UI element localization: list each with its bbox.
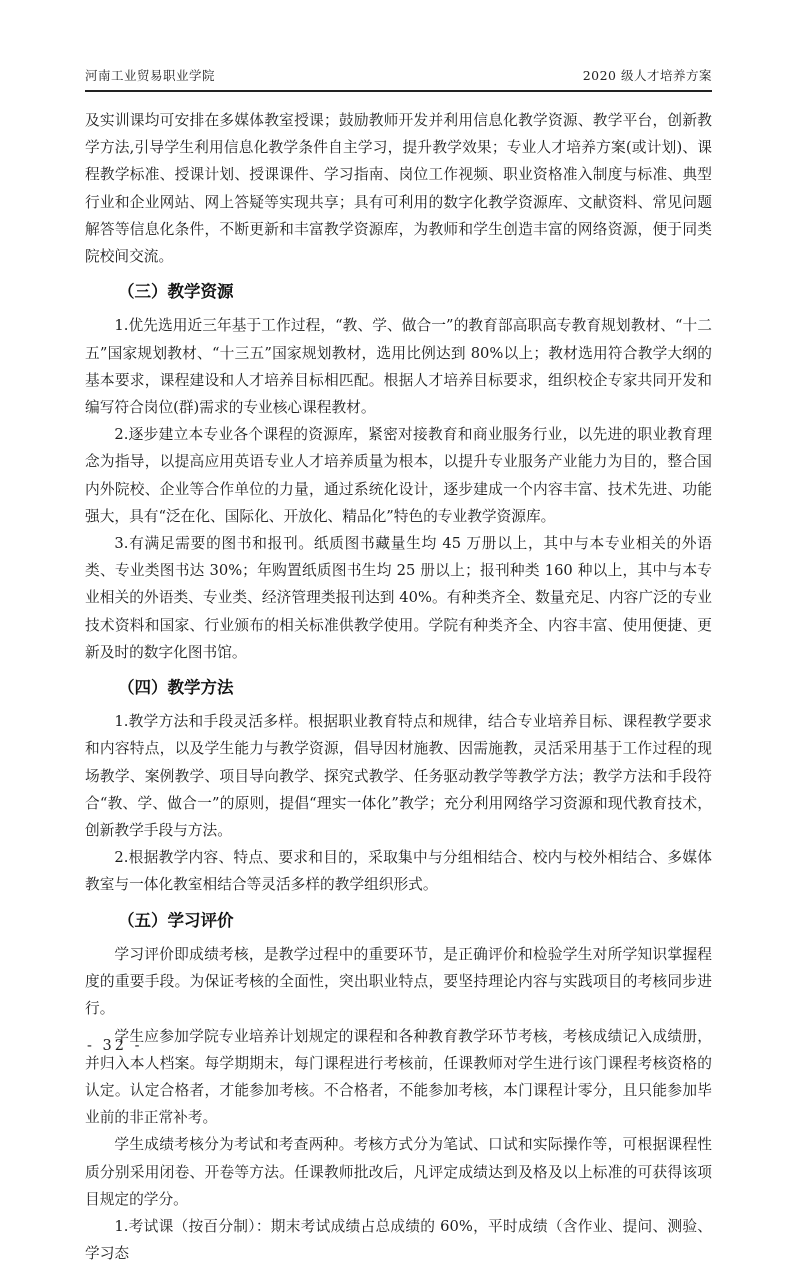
section-heading-learning-evaluation: （五）学习评价 [118, 910, 234, 930]
section-heading-teaching-resources: （三）教学资源 [118, 282, 234, 302]
body-paragraph: 1.教学方法和手段灵活多样。根据职业教育特点和规律，结合专业培养目标、课程教学要求和内容特点，以及学生能力与教学资源，倡导因材施教、因需施教，灵活采用基于工作过程的现场教学、案例教学、项目导向教学、探究式教学、任务驱动教学等教学方法；教学方法和手段符合“教、学、做合一”的原则，提倡“理实一体化”教学；充分利用网络学习资源和现代教育技术，创新教学手段与方法。 [85, 713, 712, 840]
body-paragraph: 学生应参加学院专业培养计划规定的课程和各种教育教学环节考核，考核成绩记入成绩册，并归入本人档案。每学期期末，每门课程进行考核前，任课教师对学生进行该门课程考核资格的认定。认定合格者，才能参加考核。不合格者，不能参加考核，本门课程计零分，且只能参加毕业前的非正常补考。 [85, 1027, 712, 1127]
running-header [85, 66, 712, 92]
page-number: - 32 - [87, 1038, 143, 1054]
header-school-name: 河南工业贸易职业学院 [85, 68, 216, 83]
document-body [85, 107, 712, 1267]
section-heading-teaching-methods: （四）教学方法 [118, 678, 234, 698]
body-paragraph: 1.考试课（按百分制）：期末考试成绩占总成绩的 60%，平时成绩（含作业、提问、测验、学习态 [85, 1217, 712, 1263]
page-content [85, 66, 712, 1267]
header-plan-title: 2020 级人才培养方案 [582, 68, 712, 83]
body-paragraph: 2.逐步建立本专业各个课程的资源库，紧密对接教育和商业服务行业，以先进的职业教育理念为指导，以提高应用英语专业人才培养质量为根本，以提升专业服务产业能力为目的，整合国内外院校、企业等合作单位的力量，通过系统化设计，逐步建成一个内容丰富、技术先进、功能强大，具有“泛在化、国际化、开放化、精品化”特色的专业教学资源库。 [85, 426, 712, 525]
body-paragraph: 及实训课均可安排在多媒体教室授课；鼓励教师开发并利用信息化教学资源、教学平台，创新教学方法,引导学生利用信息化教学条件自主学习，提升教学效果；专业人才培养方案(或计划)、课程教学标准、授课计划、授课课件、学习指南、岗位工作视频、职业资格准入制度与标准、典型行业和企业网站、网上答疑等实现共享；具有可利用的数字化教学资源库、文献资料、常见问题解答等信息化条件，不断更新和丰富教学资源库，为教师和学生创造丰富的网络资源，便于同类院校间交流。 [85, 112, 712, 266]
body-paragraph: 1.优先选用近三年基于工作过程，“教、学、做合一”的教育部高职高专教育规划教材、“十二五”国家规划教材、“十三五”国家规划教材，选用比例达到 80%以上；教材选用符合教学大纲的基本要求，课程建设和人才培养目标相匹配。根据人才培养目标要求，组织校企专家共同开发和编写符合岗位(群)需求的专业核心课程教材。 [85, 317, 712, 417]
body-paragraph: 3.有满足需要的图书和报刊。纸质图书藏量生均 45 万册以上，其中与本专业相关的外语类、专业类图书达 30%；年购置纸质图书生均 25 册以上；报刊种类 160 种以上，其中与本专业相关的外语类、专业类、经济管理类报刊达到 40%。有种类齐全、数量充足、内容广泛的专业技术资料和国家、行业颁布的相关标准供教学使用。学院有种类齐全、内容丰富、使用便捷、更新及时的数字化图书馆。 [85, 535, 712, 661]
body-paragraph: 学生成绩考核分为考试和考查两种。考核方式分为笔试、口试和实际操作等，可根据课程性质分别采用闭卷、开卷等方法。任课教师批改后，凡评定成绩达到及格及以上标准的可获得该项目规定的学分。 [85, 1136, 712, 1208]
body-paragraph: 2.根据教学内容、特点、要求和目的，采取集中与分组相结合、校内与校外相结合、多媒体教室与一体化教室相结合等灵活多样的教学组织形式。 [85, 849, 712, 894]
body-paragraph: 学习评价即成绩考核，是教学过程中的重要环节，是正确评价和检验学生对所学知识掌握程度的重要手段。为保证考核的全面性，突出职业特点，要坚持理论内容与实践项目的考核同步进行。 [85, 945, 712, 1018]
